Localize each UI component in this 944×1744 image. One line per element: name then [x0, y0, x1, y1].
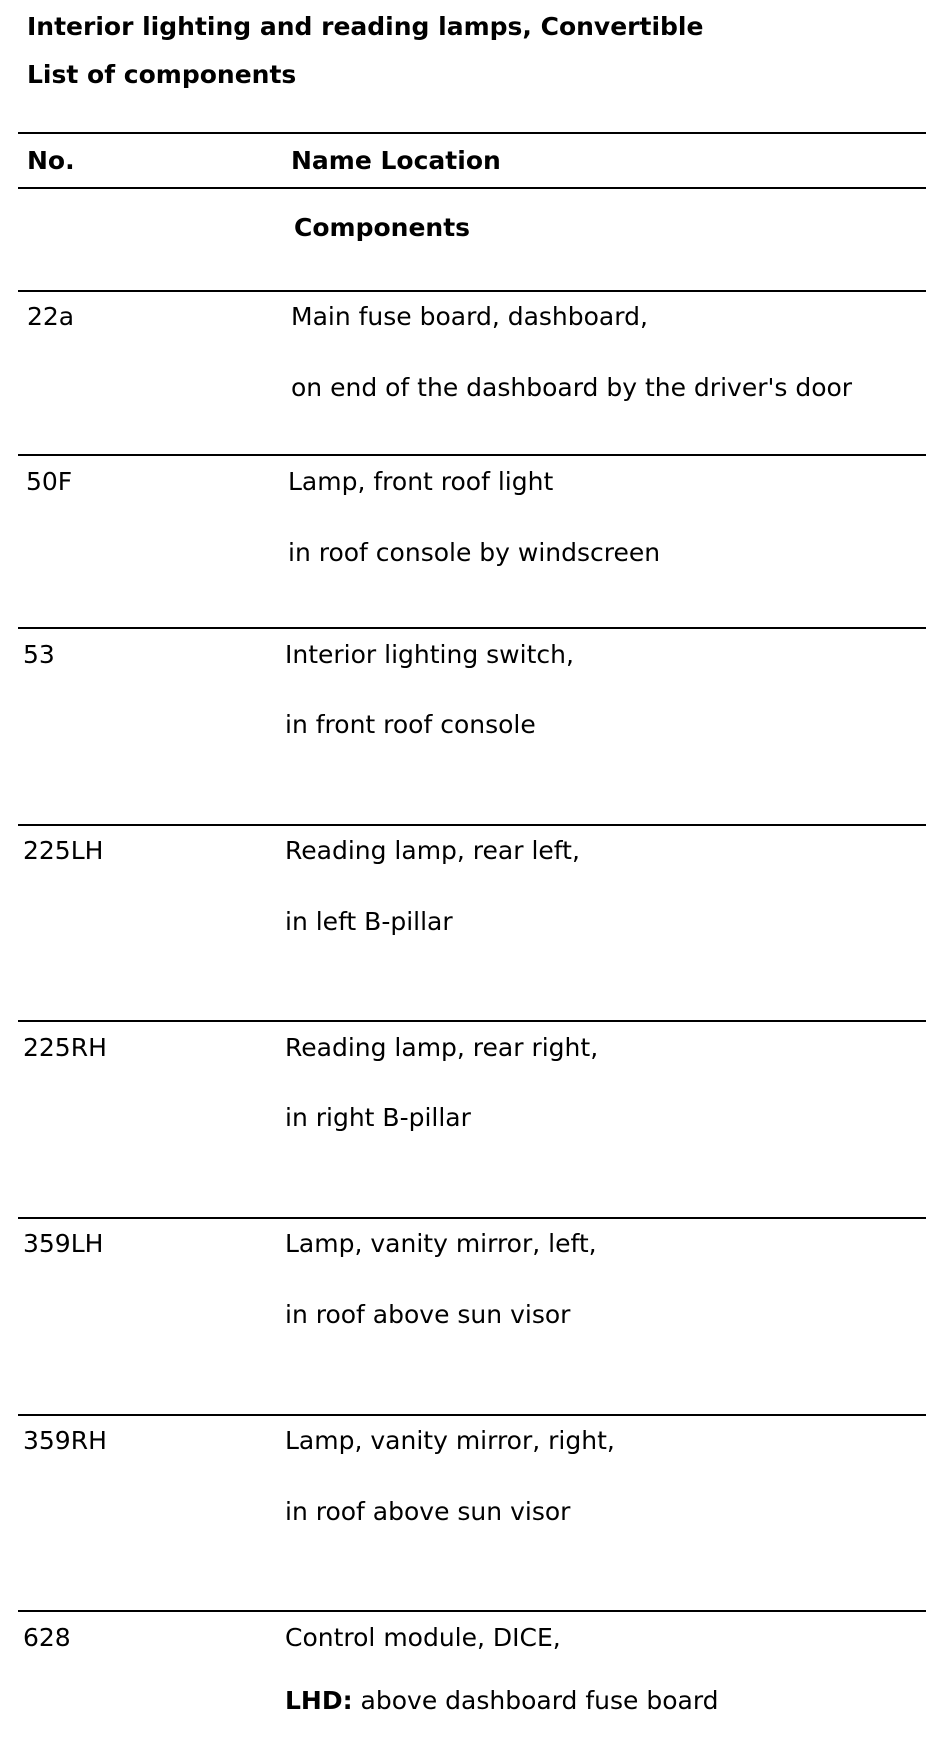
document-subtitle: List of components — [27, 60, 297, 89]
table-row-name: Lamp, vanity mirror, left, — [285, 1229, 597, 1258]
table-row-no: 628 — [23, 1623, 71, 1652]
table-row-name: Lamp, vanity mirror, right, — [285, 1426, 615, 1455]
table-row-no: 225RH — [23, 1033, 107, 1062]
row-divider — [18, 824, 926, 826]
row-divider — [18, 1020, 926, 1022]
table-row-name: Reading lamp, rear left, — [285, 836, 580, 865]
column-header-no: No. — [27, 146, 75, 175]
row-divider — [18, 290, 926, 292]
table-row-location: in roof console by windscreen — [288, 538, 661, 567]
table-row-location: in roof above sun visor — [285, 1497, 571, 1526]
table-row-name: Reading lamp, rear right, — [285, 1033, 599, 1062]
table-row-location: in front roof console — [285, 710, 536, 739]
table-row-no: 22a — [27, 302, 75, 331]
section-heading-components: Components — [294, 213, 471, 242]
column-header-name-location: Name Location — [291, 146, 501, 175]
row-divider — [18, 627, 926, 629]
row-divider — [18, 1217, 926, 1219]
row-divider — [18, 1414, 926, 1416]
table-row-name: Control module, DICE, — [285, 1623, 561, 1652]
table-row-no: 359LH — [23, 1229, 104, 1258]
table-row-location: on end of the dashboard by the driver's door — [291, 373, 853, 402]
table-row-no: 50F — [26, 467, 73, 496]
document-title: Interior lighting and reading lamps, Convertible — [27, 12, 704, 41]
table-row-name: Main fuse board, dashboard, — [291, 302, 648, 331]
row-divider — [18, 1610, 926, 1612]
table-row-location: in right B-pillar — [285, 1103, 471, 1132]
row-divider — [18, 454, 926, 456]
table-row-location — [285, 1686, 719, 1715]
table-row-no: 225LH — [23, 836, 104, 865]
table-row-location: in roof above sun visor — [285, 1300, 571, 1329]
table-row-name: Interior lighting switch, — [285, 640, 574, 669]
table-row-location: in left B-pillar — [285, 907, 453, 936]
header-bottom-rule — [18, 187, 926, 189]
table-row-no: 53 — [23, 640, 55, 669]
location-text: above dashboard fuse board — [352, 1686, 719, 1715]
table-top-rule — [18, 132, 926, 134]
table-row-no: 359RH — [23, 1426, 107, 1455]
table-row-name: Lamp, front roof light — [288, 467, 554, 496]
lhd-label: LHD: — [285, 1686, 353, 1715]
